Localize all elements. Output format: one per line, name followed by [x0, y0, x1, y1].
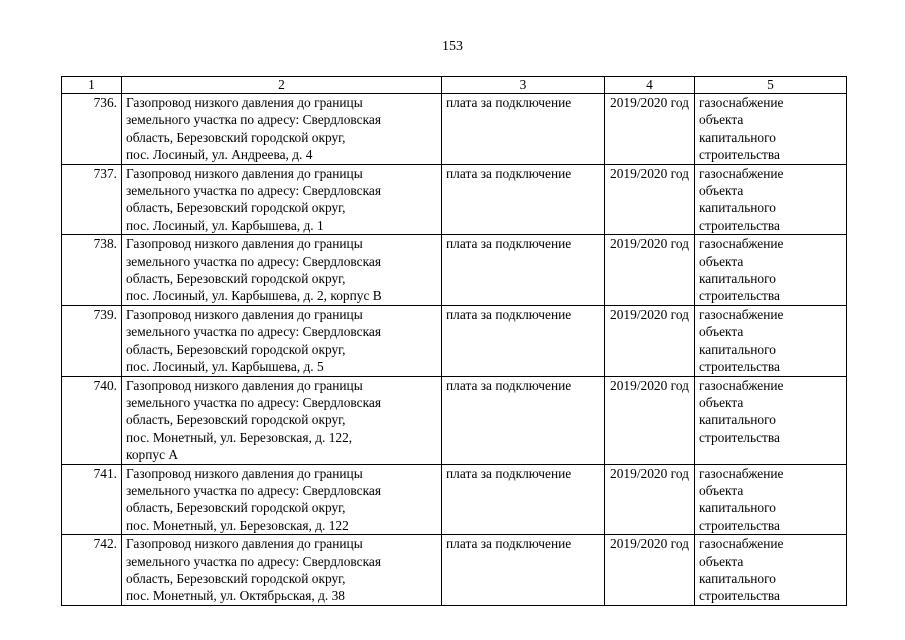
purpose: газоснабжение объекта капитального строительства	[695, 376, 847, 464]
table-row	[62, 376, 847, 464]
funding-source: плата за подключение	[442, 464, 605, 535]
object-description: Газопровод низкого давления до границы земельного участка по адресу: Свердловская область, Березовский городской округ, пос. Лосиный, ул. Карбышева, д. 1	[122, 164, 442, 235]
row-number: 736.	[62, 94, 122, 165]
purpose: газоснабжение объекта капитального строительства	[695, 305, 847, 376]
purpose: газоснабжение объекта капитального строительства	[695, 235, 847, 306]
funding-source: плата за подключение	[442, 376, 605, 464]
purpose: газоснабжение объекта капитального строительства	[695, 464, 847, 535]
row-number: 737.	[62, 164, 122, 235]
funding-source: плата за подключение	[442, 305, 605, 376]
funding-source: плата за подключение	[442, 94, 605, 165]
row-number: 741.	[62, 464, 122, 535]
table-row	[62, 235, 847, 306]
implementation-year: 2019/2020 год	[605, 164, 695, 235]
implementation-year: 2019/2020 год	[605, 94, 695, 165]
row-number: 742.	[62, 535, 122, 606]
data-table	[61, 76, 847, 606]
purpose: газоснабжение объекта капитального строительства	[695, 164, 847, 235]
table-header-row	[62, 77, 847, 94]
row-number: 739.	[62, 305, 122, 376]
object-description: Газопровод низкого давления до границы земельного участка по адресу: Свердловская область, Березовский городской округ, пос. Лосиный, ул. Карбышева, д. 5	[122, 305, 442, 376]
implementation-year: 2019/2020 год	[605, 305, 695, 376]
implementation-year: 2019/2020 год	[605, 235, 695, 306]
table-row	[62, 535, 847, 606]
funding-source: плата за подключение	[442, 235, 605, 306]
implementation-year: 2019/2020 год	[605, 464, 695, 535]
header-col-4: 4	[605, 77, 695, 94]
table-row	[62, 305, 847, 376]
purpose: газоснабжение объекта капитального строительства	[695, 535, 847, 606]
purpose: газоснабжение объекта капитального строительства	[695, 94, 847, 165]
object-description: Газопровод низкого давления до границы земельного участка по адресу: Свердловская область, Березовский городской округ, пос. Лосиный, ул. Андреева, д. 4	[122, 94, 442, 165]
object-description: Газопровод низкого давления до границы земельного участка по адресу: Свердловская область, Березовский городской округ, пос. Лосиный, ул. Карбышева, д. 2, корпус В	[122, 235, 442, 306]
header-col-2: 2	[122, 77, 442, 94]
row-number: 740.	[62, 376, 122, 464]
implementation-year: 2019/2020 год	[605, 376, 695, 464]
table-row	[62, 94, 847, 165]
table-row	[62, 464, 847, 535]
header-col-1: 1	[62, 77, 122, 94]
implementation-year: 2019/2020 год	[605, 535, 695, 606]
funding-source: плата за подключение	[442, 535, 605, 606]
row-number: 738.	[62, 235, 122, 306]
object-description: Газопровод низкого давления до границы земельного участка по адресу: Свердловская область, Березовский городской округ, пос. Монетный, ул. Октябрьская, д. 38	[122, 535, 442, 606]
page-number: 153	[442, 39, 463, 54]
header-col-5: 5	[695, 77, 847, 94]
object-description: Газопровод низкого давления до границы земельного участка по адресу: Свердловская область, Березовский городской округ, пос. Монетный, ул. Березовская, д. 122, корпус А	[122, 376, 442, 464]
funding-source: плата за подключение	[442, 164, 605, 235]
object-description: Газопровод низкого давления до границы земельного участка по адресу: Свердловская область, Березовский городской округ, пос. Монетный, ул. Березовская, д. 122	[122, 464, 442, 535]
header-col-3: 3	[442, 77, 605, 94]
table-row	[62, 164, 847, 235]
